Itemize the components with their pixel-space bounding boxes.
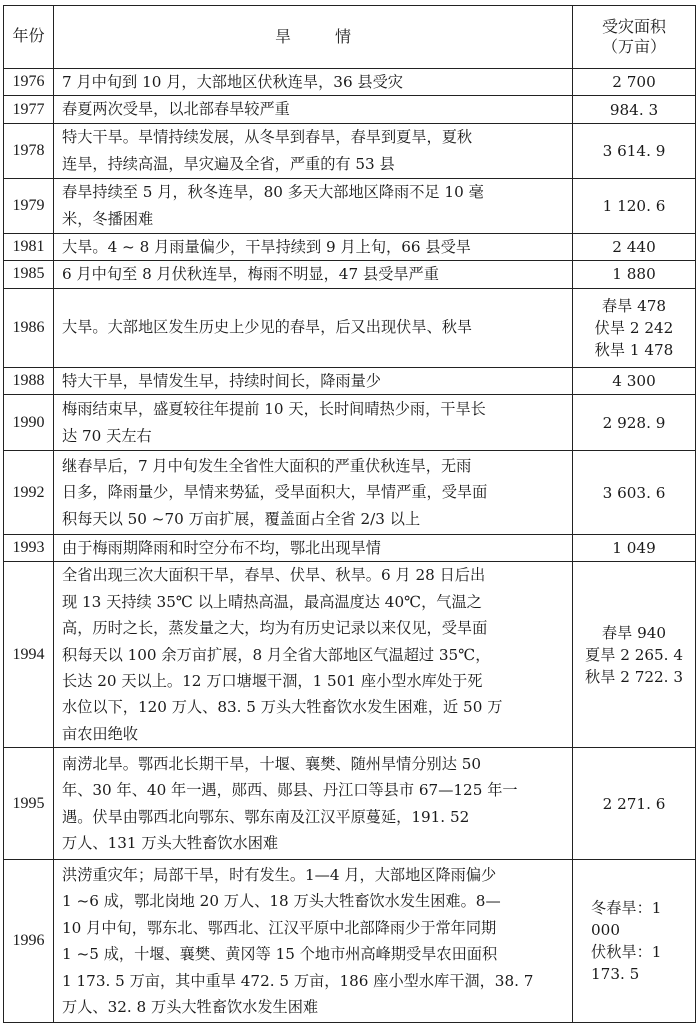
row-year: 1993: [4, 535, 54, 562]
row-year: 1986: [4, 288, 54, 367]
row-description: 春夏两次受旱，以北部春旱较严重: [54, 96, 573, 123]
row-description: 南涝北旱。鄂西北长期干旱，十堰、襄樊、随州旱情分别达 50 年、30 年、40 年一遇，郧西、郧县、丹江口等县市 67—125 年一 遇。伏旱由鄂西北向鄂东、鄂东南及江汉平原蔓延，191. 52 万人、131 万头大牲畜饮水困难: [54, 748, 573, 860]
row-description: 全省出现三次大面积干旱，春旱、伏旱、秋旱。6 月 28 日后出 现 13 天持续 35℃ 以上晴热高温，最高温度达 40℃，气温之 高，历时之长，蒸发量之大，均为有历史记录以来仅见，受旱面 积每天以 100 余万亩扩展，8 月全省大部地区气温超过 35℃， 长达 20 天以上。12 万口塘堰干涸，1 501 座小型水库处于死 水位以下，120 万人、83. 5 万头大牲畜饮水发生困难，近 50 万 亩农田绝收: [54, 562, 573, 748]
row-year: 1978: [4, 123, 54, 178]
table-row: [4, 535, 696, 562]
row-area: 1 049: [573, 535, 696, 562]
row-year: 1990: [4, 395, 54, 451]
header-year: 年份: [4, 6, 54, 69]
table-row: [4, 562, 696, 748]
table-row: [4, 123, 696, 178]
row-area: 春旱 940 夏旱 2 265. 4 秋旱 2 722. 3: [573, 562, 696, 748]
row-year: 1988: [4, 367, 54, 394]
table-row: [4, 261, 696, 288]
row-description: 梅雨结束早，盛夏较往年提前 10 天，长时间晴热少雨，干旱长 达 70 天左右: [54, 395, 573, 451]
drought-table: [3, 5, 696, 1023]
table-row: [4, 395, 696, 451]
header-description-char-1: 旱: [274, 27, 291, 46]
row-description: 7 月中旬到 10 月，大部地区伏秋连旱，36 县受灾: [54, 69, 573, 96]
header-description: [54, 6, 573, 69]
row-area: 4 300: [573, 367, 696, 394]
row-area: 2 928. 9: [573, 395, 696, 451]
row-description: 洪涝重灾年；局部干旱，时有发生。1—4 月，大部地区降雨偏少 1 ~6 成，鄂北岗地 20 万人、18 万头大牲畜饮水发生困难。8— 10 月中旬，鄂东北、鄂西北、江汉平原中北部降雨少于常年同期 1 ~5 成，十堰、襄樊、黄冈等 15 个地市州高峰期受旱农田面积 1 173. 5 万亩，其中重旱 472. 5 万亩，186 座小型水库干涸，38. 7 万人、32. 8 万头大牲畜饮水发生困难: [54, 860, 573, 1023]
header-row: [4, 6, 696, 69]
table-row: [4, 748, 696, 860]
row-description: 继春旱后，7 月中旬发生全省性大面积的严重伏秋连旱，无雨 日多，降雨量少，旱情来势猛，受旱面积大，旱情严重，受旱面 积每天以 50 ~70 万亩扩展，覆盖面占全省 2/3 以上: [54, 451, 573, 535]
table-row: [4, 451, 696, 535]
row-year: 1976: [4, 69, 54, 96]
row-description: 特大干旱，旱情发生早，持续时间长，降雨量少: [54, 367, 573, 394]
row-area: 3 603. 6: [573, 451, 696, 535]
header-description-char-2: 情: [335, 27, 352, 46]
row-year: 1995: [4, 748, 54, 860]
row-area: 1 120. 6: [573, 178, 696, 233]
table-row: [4, 233, 696, 260]
table-row: [4, 288, 696, 367]
row-year: 1977: [4, 96, 54, 123]
row-description: 大旱。4 ~ 8 月雨量偏少，干旱持续到 9 月上旬，66 县受旱: [54, 233, 573, 260]
row-area: 冬春旱：1 000 伏秋旱：1 173. 5: [573, 860, 696, 1023]
row-description: 特大干旱。旱情持续发展，从冬旱到春旱，春旱到夏旱，夏秋 连旱，持续高温，旱灾遍及全省，严重的有 53 县: [54, 123, 573, 178]
row-area: 1 880: [573, 261, 696, 288]
row-year: 1979: [4, 178, 54, 233]
row-year: 1985: [4, 261, 54, 288]
row-area: 984. 3: [573, 96, 696, 123]
table-row: [4, 367, 696, 394]
row-area: 2 440: [573, 233, 696, 260]
table-row: [4, 178, 696, 233]
row-description: 6 月中旬至 8 月伏秋连旱，梅雨不明显，47 县受旱严重: [54, 261, 573, 288]
table-row: [4, 860, 696, 1023]
row-area: 3 614. 9: [573, 123, 696, 178]
table-row: [4, 69, 696, 96]
row-year: 1981: [4, 233, 54, 260]
row-description: 春旱持续至 5 月，秋冬连旱，80 多天大部地区降雨不足 10 毫 米，冬播困难: [54, 178, 573, 233]
row-description: 由于梅雨期降雨和时空分布不均，鄂北出现旱情: [54, 535, 573, 562]
row-area: 2 271. 6: [573, 748, 696, 860]
row-year: 1994: [4, 562, 54, 748]
header-area: 受灾面积 （万亩）: [573, 6, 696, 69]
row-description: 大旱。大部地区发生历史上少见的春旱，后又出现伏旱、秋旱: [54, 288, 573, 367]
row-year: 1996: [4, 860, 54, 1023]
row-year: 1992: [4, 451, 54, 535]
row-area: 春旱 478 伏旱 2 242 秋旱 1 478: [573, 288, 696, 367]
row-area: 2 700: [573, 69, 696, 96]
table-row: [4, 96, 696, 123]
